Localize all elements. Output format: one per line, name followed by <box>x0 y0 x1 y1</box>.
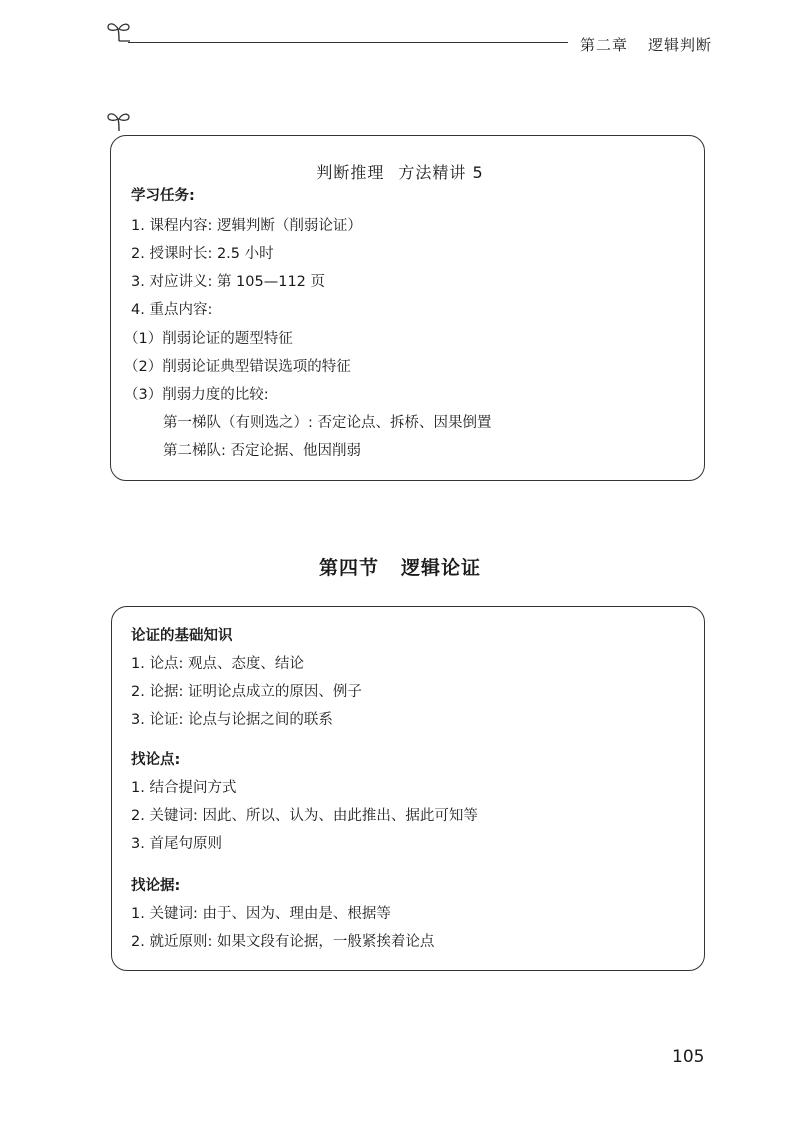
knowledge-item: 2. 关键词: 因此、所以、认为、由此推出、据此可知等 <box>131 808 478 824</box>
knowledge-heading: 论证的基础知识 <box>131 628 233 644</box>
lesson-heading: 学习任务: <box>131 188 195 204</box>
lesson-item: 3. 对应讲义: 第 105—112 页 <box>131 274 326 290</box>
lesson-item: 1. 课程内容: 逻辑判断（削弱论证） <box>131 218 362 234</box>
lesson-item: （2）削弱论证典型错误选项的特征 <box>124 359 351 375</box>
page-number: 105 <box>672 1047 705 1067</box>
knowledge-item: 2. 论据: 证明论点成立的原因、例子 <box>131 684 362 700</box>
header-rule <box>128 42 568 43</box>
knowledge-heading: 找论据: <box>131 878 181 894</box>
running-header <box>580 34 712 55</box>
sprout-icon <box>106 110 132 132</box>
knowledge-item: 1. 结合提问方式 <box>131 780 237 796</box>
lesson-item: 2. 授课时长: 2.5 小时 <box>131 246 274 262</box>
lesson-sub-item: 第一梯队（有则选之）: 否定论点、拆桥、因果倒置 <box>163 415 492 431</box>
knowledge-item: 3. 首尾句原则 <box>131 836 222 852</box>
section-title <box>0 553 800 580</box>
knowledge-heading: 找论点: <box>131 752 181 768</box>
knowledge-item: 2. 就近原则: 如果文段有论据，一般紧挨着论点 <box>131 934 435 950</box>
lesson-item: 4. 重点内容: <box>131 302 213 318</box>
knowledge-item: 1. 关键词: 由于、因为、理由是、根据等 <box>131 906 391 922</box>
lesson-title-left: 判断推理 <box>316 163 385 182</box>
lesson-title <box>0 160 800 183</box>
section-label: 第四节 <box>318 557 379 579</box>
section-name: 逻辑论证 <box>401 557 482 579</box>
lesson-title-right: 方法精讲 5 <box>398 163 484 182</box>
chapter-topic: 逻辑判断 <box>648 36 713 54</box>
sprout-icon <box>106 20 132 42</box>
knowledge-item: 3. 论证: 论点与论据之间的联系 <box>131 712 333 728</box>
lesson-sub-item: 第二梯队: 否定论据、他因削弱 <box>163 443 361 459</box>
lesson-item: （3）削弱力度的比较: <box>124 387 269 403</box>
chapter-label: 第二章 <box>580 36 629 54</box>
knowledge-item: 1. 论点: 观点、态度、结论 <box>131 656 304 672</box>
lesson-item: （1）削弱论证的题型特征 <box>124 331 293 347</box>
